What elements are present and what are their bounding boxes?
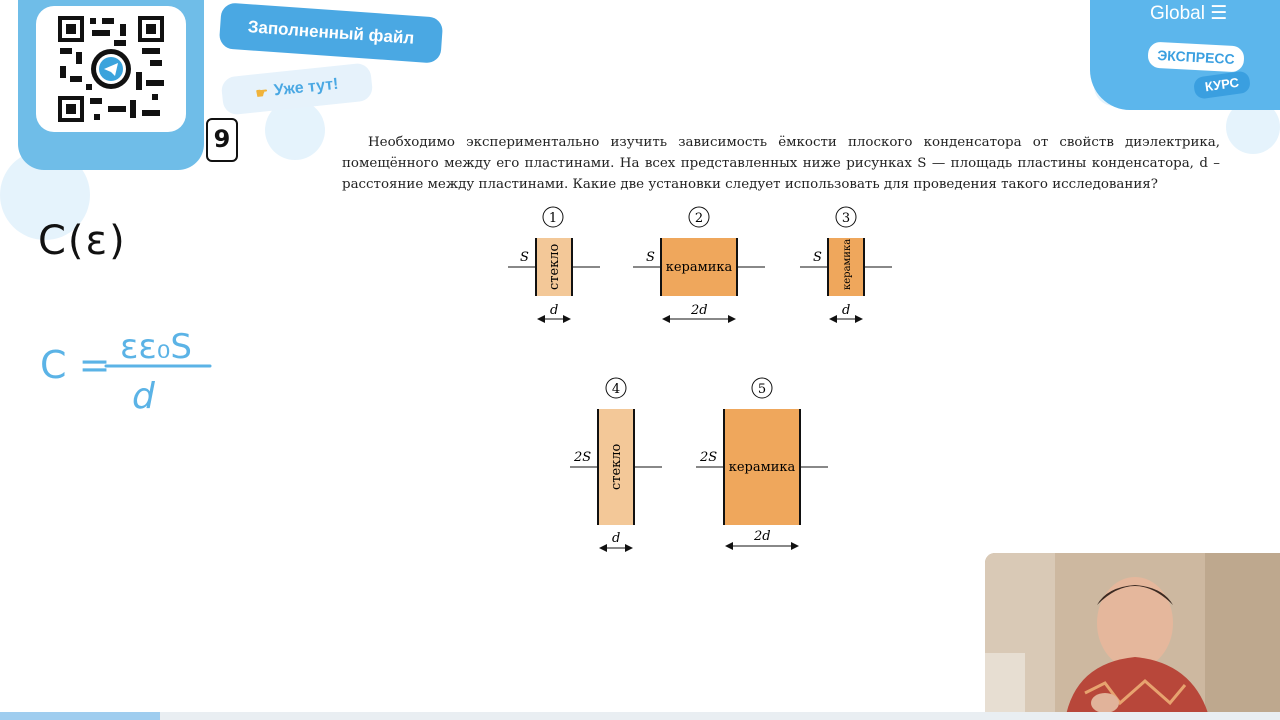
pointing-hand-icon: ☛: [254, 83, 269, 101]
area-label: S: [813, 250, 822, 265]
setup-3: [800, 207, 892, 319]
progress-bar-fill: [0, 712, 160, 720]
material-label: керамика: [665, 260, 733, 275]
distance-label: 2d: [691, 303, 708, 318]
material-label: керамика: [842, 238, 853, 290]
setup-number: 2: [694, 211, 704, 226]
handwritten-capacitance-formula: [36, 318, 226, 418]
area-label: 2S: [700, 450, 718, 465]
distance-label: 2d: [754, 529, 771, 544]
problem-statement: Необходимо экспериментально изучить зависимость ёмкости плоского конденсатора от свойств диэлектрика, помещённого между его пластинами. На всех представленных ниже рисунках S — площадь пластины конденсатора, d – расстояние между пластинами. Какие две установки следует использовать для проведения такого исследования?: [342, 135, 1220, 192]
webcam-video[interactable]: [985, 553, 1280, 720]
setup-number: 1: [548, 211, 558, 226]
handwritten-task-number: 9: [206, 118, 238, 162]
area-label: S: [520, 250, 529, 265]
material-label: керамика: [728, 460, 796, 475]
distance-label: d: [612, 531, 621, 546]
brand-kurs-badge: КУРС: [1193, 70, 1252, 100]
menu-grid-icon: ☰: [1210, 3, 1228, 24]
qr-code-panel: [36, 6, 186, 132]
handwritten-capacitance-eps: C(ε): [38, 218, 127, 264]
distance-label: d: [550, 303, 559, 318]
capacitor-setups-diagram: [490, 200, 910, 560]
setup-2: [633, 207, 765, 319]
progress-bar: [0, 712, 1280, 720]
formula-numerator: εε₀S: [120, 327, 192, 367]
setup-5: [696, 378, 828, 546]
qr-code: [56, 14, 166, 124]
setup-number: 5: [757, 382, 767, 397]
brand-express-badge: ЭКСПРЕСС: [1147, 42, 1244, 73]
formula-denominator: d: [132, 376, 155, 417]
filled-file-label: Заполненный файл: [247, 17, 415, 48]
already-here-banner[interactable]: [220, 62, 373, 115]
brand-title-text: Global: [1150, 3, 1205, 24]
area-label: 2S: [574, 450, 592, 465]
setup-number: 3: [841, 211, 851, 226]
setup-4: [570, 378, 662, 548]
area-label: S: [646, 250, 655, 265]
webcam-frame: [985, 553, 1280, 720]
filled-file-banner[interactable]: [219, 2, 444, 63]
material-label: стекло: [547, 243, 562, 290]
telegram-qr-card[interactable]: [18, 0, 204, 170]
formula-left: C =: [40, 343, 111, 387]
setup-number: 4: [611, 382, 621, 397]
material-label: стекло: [609, 443, 624, 490]
brand-title: [1150, 2, 1227, 25]
already-here-label: Уже тут!: [273, 75, 340, 100]
distance-label: d: [842, 303, 851, 318]
setup-1: [508, 207, 600, 319]
